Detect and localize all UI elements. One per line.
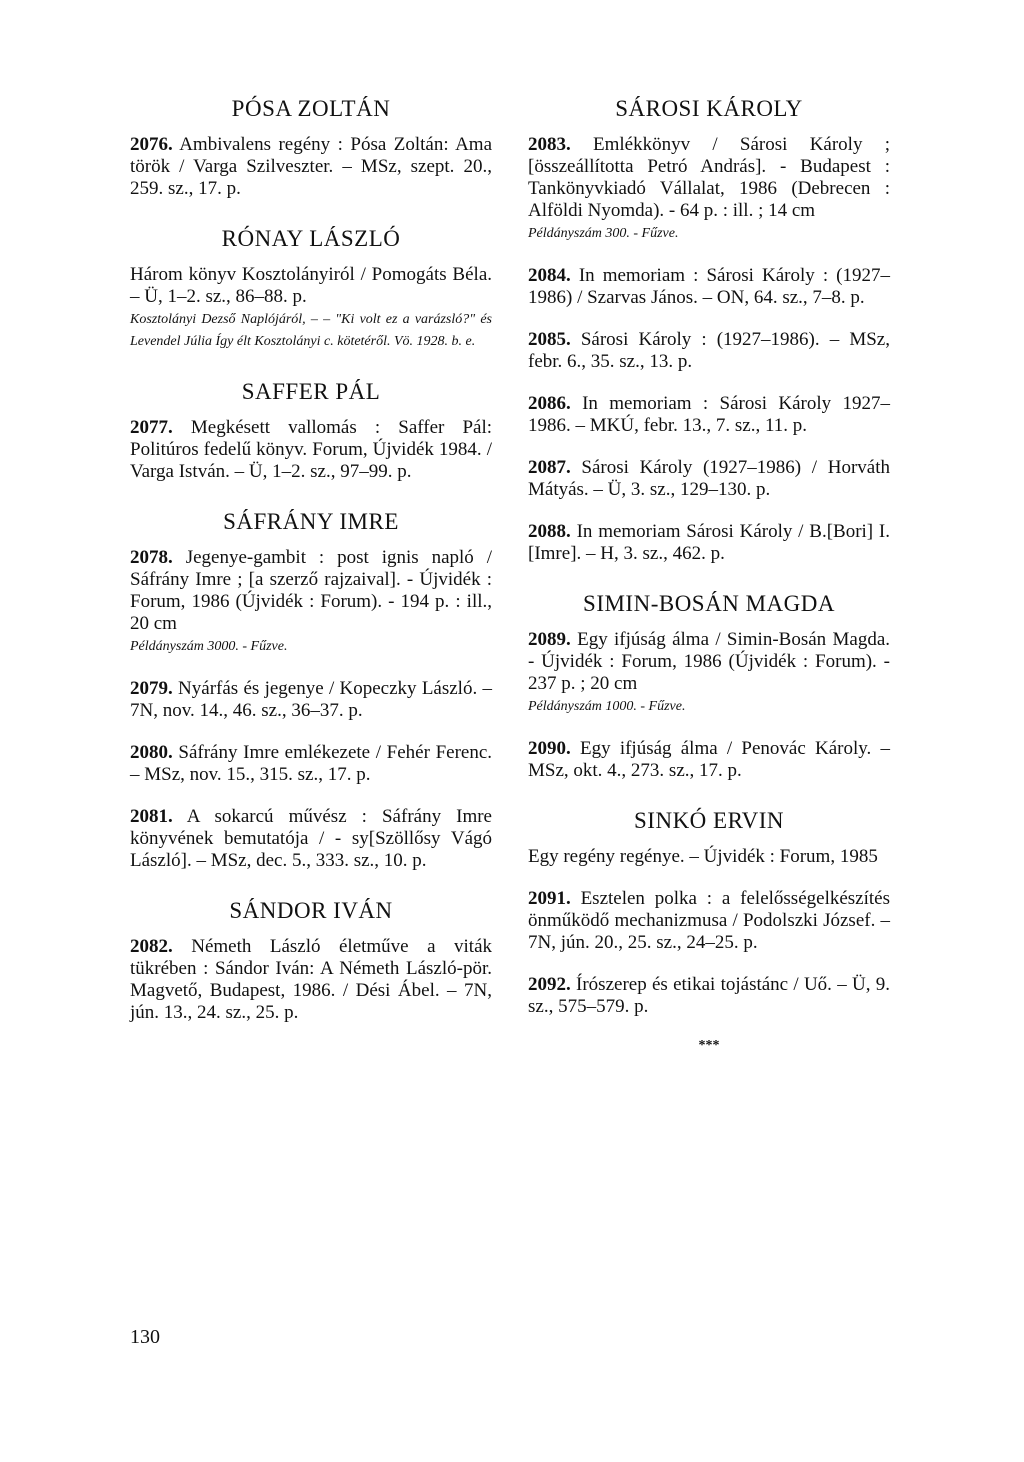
entry-text: Három könyv Kosztolányiról / Pomogáts Béla. – Ü, 1–2. sz., 86–88. p. [130,264,492,307]
author-heading: SÁROSI KÁROLY [615,96,803,121]
entry-text: In memoriam Sárosi Károly / B.[Bori] I.[Imre]. – H, 3. sz., 462. p. [528,521,891,564]
entry-number: 2087. [528,457,571,478]
bibliography-entry [528,846,890,868]
bibliography-entry [528,521,890,565]
entry-note: Példányszám 1000. - Fűzve. [528,699,686,714]
entry-number: 2092. [528,974,571,995]
author-heading: SAFFER PÁL [241,379,381,404]
bibliography-entry [528,738,890,782]
bibliography-entry [130,806,492,872]
author-section [528,96,890,565]
entry-text: Sáfrány Imre emlékezete / Fehér Ferenc. – MSz, nov. 15., 315. sz., 17. p. [130,742,493,785]
entry-number: 2077. [130,417,173,438]
entry-note: Példányszám 3000. - Fűzve. [130,639,288,654]
bibliography-entry [528,457,890,501]
entry-text: Emlékkönyv / Sárosi Károly ; [összeállította Petró András]. - Budapest : Tankönyvkiadó Vállalat, 1986 (Debrecen : Alföldi Nyomda). - 64 p. : ill. ; 14 cm [528,134,890,221]
left-column [130,96,492,1050]
bibliography-entry [130,547,492,658]
entry-number: 2078. [130,547,173,568]
author-heading: SIMIN-BOSÁN MAGDA [583,591,835,616]
entry-text: Sárosi Károly (1927–1986) / Horváth Mátyás. – Ü, 3. sz., 129–130. p. [528,457,890,500]
entry-number: 2079. [130,678,173,699]
entry-number: 2080. [130,742,173,763]
entry-number: 2076. [130,134,173,155]
entry-number: 2085. [528,329,571,350]
bibliography-entry [528,888,890,954]
bibliography-entry [528,629,890,718]
author-section [528,591,890,782]
entry-number: 2083. [528,134,571,155]
author-heading: SINKÓ ERVIN [634,808,784,833]
entry-number: 2090. [528,738,571,759]
entry-number: 2091. [528,888,571,909]
bibliography-entry [528,393,890,437]
entry-text: Sárosi Károly : (1927–1986). – MSz, febr. 6., 35. sz., 13. p. [528,329,890,372]
entry-text: Egy ifjúság álma / Penovác Károly. – MSz, okt. 4., 273. sz., 17. p. [528,738,891,781]
author-section [130,96,492,200]
author-section [130,379,492,483]
entry-number: 2089. [528,629,571,650]
author-heading: SÁFRÁNY IMRE [223,509,399,534]
bibliography-entry [528,134,890,245]
entry-text: Írószerep és etikai tojástánc / Uő. – Ü, 9. sz., 575–579. p. [528,974,890,1017]
bibliography-entry [130,742,492,786]
author-section [528,808,890,1018]
entry-note: Kosztolányi Dezső Naplójáról, – – "Ki volt ez a varázsló?" és Levendel Júlia Így élt Kosztolányi c. kötetéről. Vö. 1928. b. e. [130,312,492,349]
entry-text: Megkésett vallomás : Saffer Pál: Politúros fedelű könyv. Forum, Újvidék 1984. / Varga István. – Ü, 1–2. sz., 97–99. p. [130,417,492,482]
entry-text: Németh László életműve a viták tükrében : Sándor Iván: A Németh László-pör. Magvető, Budapest, 1986. / Dési Ábel. – 7N, jún. 13., 24. sz., 25. p. [130,936,492,1023]
author-heading: RÓNAY LÁSZLÓ [221,226,401,251]
author-section [130,898,492,1024]
entry-text: Nyárfás és jegenye / Kopeczky László. – 7N, nov. 14., 46. sz., 36–37. p. [130,678,492,721]
entry-text: A sokarcú művész : Sáfrány Imre könyvének bemutatója / - sy[Szöllősy Vágó László]. – MSz, dec. 5., 333. sz., 10. p. [130,806,492,871]
entry-text: Egy regény regénye. – Újvidék : Forum, 1985 [528,846,878,867]
author-section [130,226,492,353]
bibliography-entry [528,329,890,373]
entry-number: 2088. [528,521,571,542]
entry-note: Példányszám 300. - Fűzve. [528,226,679,241]
entry-text: In memoriam : Sárosi Károly 1927–1986. – MKÚ, febr. 13., 7. sz., 11. p. [528,393,890,436]
right-column [528,96,890,1054]
section-end-stars: *** [698,1038,720,1053]
bibliography-entry [130,134,492,200]
author-heading: PÓSA ZOLTÁN [231,96,391,121]
entry-number: 2081. [130,806,173,827]
entry-text: Ambivalens regény : Pósa Zoltán: Ama török / Varga Szilveszter. – MSz, szept. 20., 259. sz., 17. p. [130,134,493,199]
bibliography-entry [130,678,492,722]
bibliography-entry [528,265,890,309]
bibliography-entry [130,936,492,1024]
entry-number: 2082. [130,936,173,957]
bibliography-entry [130,417,492,483]
page-number: 130 [130,1326,160,1348]
author-section [130,509,492,872]
bibliography-entry [130,264,492,353]
entry-text: Egy ifjúság álma / Simin-Bosán Magda. - Újvidék : Forum, 1986 (Újvidék : Forum). - 237 p. ; 20 cm [528,629,891,694]
entry-text: Jegenye-gambit : post ignis napló / Sáfrány Imre ; [a szerző rajzaival]. - Újvidék : Forum, 1986 (Újvidék : Forum). - 194 p. : ill., 20 cm [130,547,493,634]
entry-text: Esztelen polka : a felelősségelkészítés önműködő mechanizmusa / Podolszki József. – 7N, jún. 20., 25. sz., 24–25. p. [528,888,890,953]
entry-number: 2086. [528,393,571,414]
entry-text: In memoriam : Sárosi Károly : (1927–1986) / Szarvas János. – ON, 64. sz., 7–8. p. [528,265,891,308]
entry-number: 2084. [528,265,571,286]
author-heading: SÁNDOR IVÁN [229,898,393,923]
bibliography-entry [528,974,890,1018]
